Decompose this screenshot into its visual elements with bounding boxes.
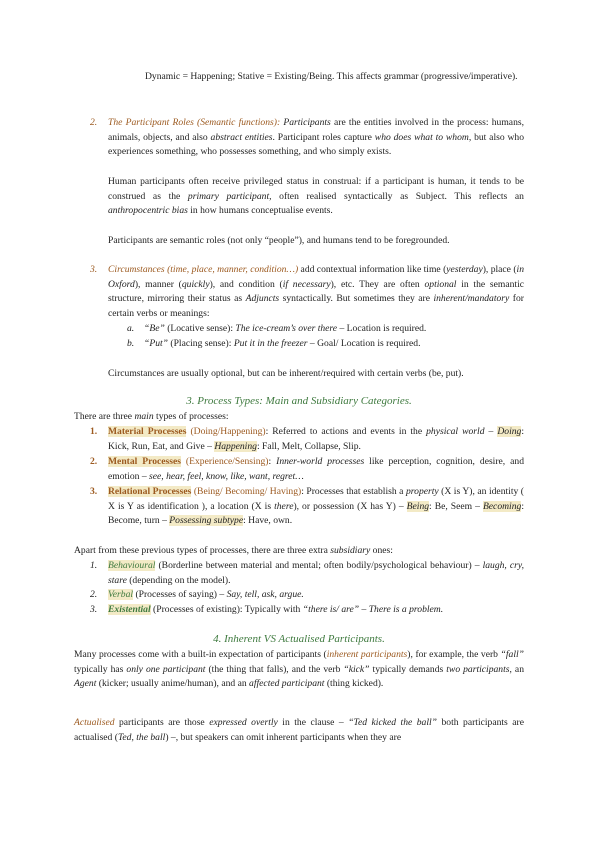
relational-h: Becoming [482, 500, 522, 512]
s4-p1n: affected participant [249, 678, 325, 690]
item3-a14: inherent/mandatory [433, 293, 510, 305]
behavioural-b: laugh, cry, stare [108, 560, 524, 586]
mental-number: 2. [90, 456, 98, 467]
item3-a9: ), etc. They are often [330, 278, 425, 290]
item2-t5: who does what to whom [374, 131, 469, 143]
item3-a7: ), and condition ( [209, 278, 283, 290]
item3-a3: ), place ( [482, 264, 517, 275]
s4-p1o: (thing kicked). [324, 678, 384, 690]
item3-sa1: “Be” [144, 323, 165, 334]
item2-t1: Participants [283, 117, 331, 128]
section4-paragraph-1 [74, 648, 524, 692]
material-number: 1. [90, 426, 98, 437]
section4-heading: 4. Inherent VS Actualised Participants. [213, 633, 385, 645]
behavioural-a: (Borderline between material and mental; often bodily/psychological behaviour) – [155, 560, 483, 571]
item3-sa3: The ice-cream’s over there [235, 323, 338, 334]
s4-p2c: expressed overtly [209, 717, 278, 728]
behavioural-c: (depending on the model). [126, 574, 231, 586]
item3-sub-a [144, 322, 524, 337]
material-paragraph [108, 425, 524, 454]
relational-d: there [274, 500, 294, 512]
s4-p1d: “fall” [500, 649, 525, 660]
item3-sub-b-letter: b. [127, 338, 135, 349]
item3-closing [108, 367, 524, 382]
item2-t6: , but also who experiences something, who possesses something, and who simply exists. [108, 131, 525, 158]
existential-a: (Processes of existing): Typically with [150, 604, 303, 615]
apart3: ones: [370, 545, 393, 556]
material-a: : Referred to actions and events in the [265, 426, 427, 437]
relational-i: : Become, turn – [108, 500, 524, 527]
item2-p3: Participants are semantic roles (not only “people”), and humans tend to be foregrounded. [108, 235, 450, 246]
item2-paragraph-3 [108, 234, 524, 249]
mental-b: Inner-world processes [276, 456, 365, 467]
relational-b: property [405, 486, 439, 497]
s4-p1h: “kick” [343, 663, 370, 675]
relational-paragraph [108, 485, 524, 529]
item3-a10: optional [424, 278, 457, 290]
item2-t4: . Participant roles capture [272, 131, 375, 143]
item3-sb2: (Placing sense): [168, 338, 234, 349]
behavioural-title: Behavioural [108, 560, 156, 571]
s4-p2h: ) –, but speakers can omit inherent participants when they are [165, 731, 402, 743]
item3-sub-b [144, 337, 524, 352]
material-c: – [484, 426, 498, 437]
s4-p2a: Actualised [74, 717, 115, 728]
item3-a15: for certain verbs or meanings: [108, 293, 524, 319]
mental-title: Mental Processes [108, 456, 181, 467]
s4-p2g: Ted, the ball [117, 731, 166, 743]
relational-title: Relational Processes [108, 486, 192, 497]
relational-j: Possessing subtype [169, 515, 244, 527]
item2-number: 2. [90, 117, 98, 128]
section3-intro1: There are three [74, 411, 135, 422]
intro-paragraph [145, 70, 524, 85]
s4-p2b: participants are those [114, 717, 210, 728]
s4-p1g: (the thing that falls), and the verb [205, 663, 344, 675]
item3-sub-a-letter: a. [127, 323, 135, 334]
s4-p2d: in the clause – [277, 717, 349, 728]
item2-p2b: primary participant, [187, 190, 272, 202]
item3-a12: Adjuncts [245, 293, 280, 305]
material-title: Material Processes [108, 426, 187, 437]
material-b: physical world [426, 426, 485, 437]
item2-p2d: anthropocentric bias [108, 205, 188, 217]
verbal-paragraph [108, 588, 524, 603]
item3-a5: ), manner ( [134, 278, 182, 290]
section3-heading: 3. Process Types: Main and Subsidiary Categories. [186, 395, 412, 407]
item3-a8: if necessary [282, 278, 331, 290]
item3-a4: in Oxford [108, 264, 524, 290]
item3-sb3: Put it in the freezer [233, 338, 308, 349]
mental-d: see, hear, feel, know, like, want, regret… [149, 470, 304, 482]
existential-d: There is a problem. [368, 604, 444, 615]
existential-b: “there is/ are” [302, 604, 360, 615]
material-paren: (Doing/Happening) [186, 426, 266, 437]
material-e: : Kick, Run, Eat, and Give – [108, 426, 525, 452]
s4-p1b: inherent participants [326, 649, 408, 660]
item3-sa4: – Location is required. [337, 323, 427, 334]
verbal-title: Verbal [108, 589, 134, 600]
section4-paragraph-2 [74, 716, 524, 745]
verbal-b: Say, tell, ask, argue. [226, 589, 304, 600]
section3-intro2: main [134, 411, 154, 422]
existential-title: Existential [108, 604, 151, 615]
material-f: Happening [214, 440, 257, 452]
s4-p1j: two participants [446, 663, 510, 675]
section3-intro3: types of processes: [153, 411, 229, 422]
item3-number: 3. [90, 264, 98, 275]
section3-intro [74, 410, 524, 425]
relational-c: (X is Y), an identity ( X is Y as identification ), a location (X is [108, 486, 524, 512]
s4-p1m: (kicker; usually anime/human), and an [96, 678, 250, 690]
apart1: Apart from these previous types of processes, there are three extra [74, 545, 331, 556]
item2-p2e: in how humans conceptualise events. [187, 205, 333, 217]
s4-p1f: only one participant [126, 663, 206, 675]
relational-number: 3. [90, 486, 98, 497]
s4-p1k: , an [509, 663, 524, 675]
relational-paren: (Being/ Becoming/ Having) [191, 486, 302, 497]
apart2: subsidiary [330, 545, 371, 556]
verbal-number: 2. [90, 589, 98, 600]
s4-p1e: typically has [74, 663, 127, 675]
item2-p2c: often realised syntactically as Subject. This reflects an [271, 190, 524, 202]
item3-paragraph [108, 263, 524, 321]
relational-g: : Be, Seem – [429, 500, 483, 512]
item3-closing-text: Circumstances are usually optional, but can be inherent/required with certain verbs (be, put). [108, 368, 464, 379]
intro-text: Dynamic = Happening; Stative = Existing/Being. This affects grammar (progressive/imperative). [145, 71, 518, 82]
mental-c: like perception, cognition, desire, and emotion – [108, 456, 524, 482]
s4-p1a: Many processes come with a built-in expectation of participants ( [74, 649, 327, 660]
existential-paragraph [108, 603, 524, 618]
material-d: Doing [497, 426, 522, 437]
item3-sb4: – Goal/ Location is required. [307, 338, 421, 349]
s4-p2f: both participants are actualised ( [74, 717, 524, 743]
item3-title: Circumstances (time, place, manner, condition…) [108, 264, 299, 275]
item3-a2: yesterday [446, 264, 483, 275]
existential-number: 3. [90, 604, 98, 615]
item3-a6: quickly [181, 278, 210, 290]
subsidiary-intro [74, 544, 524, 559]
item2-title: The Participant Roles (Semantic functions): [108, 117, 281, 128]
mental-a: : [268, 456, 277, 467]
item2-t2: are the entities involved in the process: humans, animals, objects, and also [108, 117, 524, 143]
item3-sb1: “Put” [144, 338, 168, 349]
behavioural-paragraph [108, 559, 524, 588]
s4-p1l: Agent [74, 678, 97, 690]
verbal-a: (Processes of saying) – [133, 589, 227, 600]
s4-p2e: “Ted kicked the ball” [348, 717, 437, 728]
item2-p2a: Human participants often receive privileged status in construal: if a participant is human, it tends to be construed as the [108, 176, 524, 202]
item2-paragraph [108, 116, 524, 160]
mental-paragraph [108, 455, 524, 484]
item2-t3: abstract entities [210, 131, 273, 143]
item3-a13: syntactically. But sometimes they are [279, 293, 434, 305]
s4-p1i: typically demands [369, 663, 447, 675]
relational-a: : Processes that establish a [301, 486, 406, 497]
s4-p1c: ), for example, the verb [407, 649, 501, 660]
material-g: : Fall, Melt, Collapse, Slip. [256, 440, 361, 452]
mental-paren: (Experience/Sensing) [180, 456, 269, 467]
item3-a11: in the semantic structure, mirroring their status as [108, 278, 524, 305]
relational-f: Being [406, 500, 430, 512]
item2-paragraph-2 [108, 175, 524, 219]
relational-e: ), or possession (X has Y) – [293, 500, 407, 512]
relational-k: : Have, own. [243, 515, 293, 527]
item3-sa2: (Locative sense): [164, 323, 236, 334]
existential-c: – [359, 604, 369, 615]
behavioural-number: 1. [90, 560, 98, 571]
item3-a1: add contextual information like time ( [298, 264, 447, 275]
